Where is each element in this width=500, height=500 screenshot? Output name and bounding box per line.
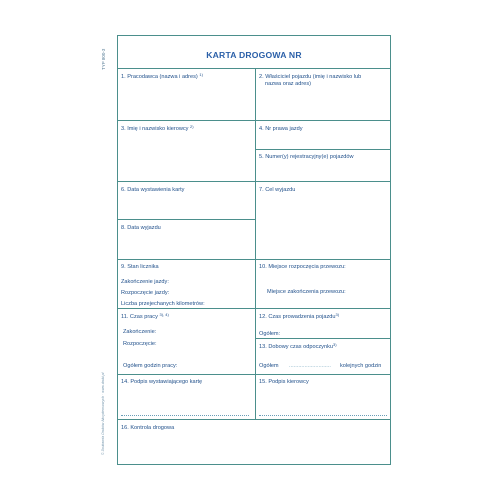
footnote-ref: 2) bbox=[190, 124, 194, 129]
odometer-end-label: Zakończenie jazdy: bbox=[121, 279, 169, 285]
printer-imprint: © Drukarnia Druków Akcydensowych · www.druki.pl bbox=[101, 372, 105, 455]
form-title: KARTA DROGOWA NR bbox=[206, 50, 302, 60]
issuer-signature-label: 14. Podpis wystawiającego kartę bbox=[121, 379, 203, 385]
work-start-label: Rozpoczęcie: bbox=[123, 341, 157, 347]
owner-label-continued: nazwa oraz adres) bbox=[265, 81, 312, 87]
road-control-label: 16. Kontrola drogowa bbox=[121, 425, 175, 431]
odometer-label: 9. Stan licznika bbox=[121, 264, 159, 270]
kilometers-label: Liczba przejechanych kilometrów: bbox=[121, 301, 205, 307]
driver-name-label: 3. Imię i nazwisko kierowcy bbox=[121, 126, 189, 132]
divider bbox=[117, 308, 391, 309]
driving-total-label: Ogółem: bbox=[259, 331, 281, 337]
employer-field[interactable] bbox=[121, 74, 203, 80]
form-code: TYP 800-3 bbox=[101, 48, 106, 70]
divider bbox=[117, 120, 391, 121]
footnote-ref: 3) bbox=[335, 312, 340, 317]
divider bbox=[117, 259, 391, 260]
odometer-start-label: Rozpoczęcie jazdy: bbox=[121, 290, 170, 296]
departure-date-label: 8. Data wyjazdu bbox=[121, 225, 161, 231]
divider bbox=[117, 219, 255, 220]
form-frame bbox=[117, 35, 391, 465]
driving-time-label: 12. Czas prowadzenia pojazdu bbox=[259, 314, 336, 320]
transport-start-place-label: 10. Miejsce rozpoczęcia przewozu: bbox=[259, 264, 346, 270]
footnote-ref: 3), 4) bbox=[159, 312, 169, 317]
divider bbox=[117, 68, 391, 69]
work-end-label: Zakończenie: bbox=[123, 329, 157, 335]
divider bbox=[117, 419, 391, 420]
road-card-form bbox=[117, 35, 391, 465]
work-time-field[interactable] bbox=[121, 314, 169, 320]
rest-hours-dotted-line[interactable]: ........................... bbox=[289, 363, 331, 369]
divider bbox=[255, 338, 391, 339]
daily-rest-field[interactable] bbox=[259, 344, 337, 350]
consecutive-hours-label: kolejnych godzin bbox=[340, 363, 382, 369]
driver-signature-label: 15. Podpis kierowcy bbox=[259, 379, 309, 385]
footnote-ref: 3) bbox=[333, 342, 337, 347]
issuer-signature-line[interactable] bbox=[121, 415, 249, 416]
divider bbox=[255, 149, 391, 150]
registration-numbers-label: 5. Numer(y) rejestracyjny(e) pojazdów bbox=[259, 154, 354, 160]
work-total-label: Ogółem godzin pracy: bbox=[123, 363, 178, 369]
driver-name-field[interactable] bbox=[121, 126, 194, 132]
license-number-label: 4. Nr prawa jazdy bbox=[259, 126, 303, 132]
footnote-ref: 1) bbox=[199, 72, 203, 77]
work-time-label: 11. Czas pracy bbox=[121, 314, 158, 320]
owner-label: 2. Właściciel pojazdu (imię i nazwisko lub bbox=[259, 74, 362, 80]
rest-total-label: Ogółem bbox=[259, 363, 279, 369]
divider bbox=[255, 68, 256, 419]
trip-purpose-label: 7. Cel wyjazdu bbox=[259, 187, 296, 193]
divider bbox=[117, 374, 391, 375]
transport-end-place-label: Miejsce zakończenia przewozu: bbox=[267, 289, 346, 295]
driver-signature-line[interactable] bbox=[259, 415, 387, 416]
divider bbox=[117, 181, 391, 182]
driving-time-field[interactable] bbox=[259, 314, 339, 320]
issue-date-label: 6. Data wystawienia karty bbox=[121, 187, 185, 193]
employer-label: 1. Pracodawca (nazwa i adres) bbox=[121, 74, 198, 80]
daily-rest-label: 13. Dobowy czas odpoczynku bbox=[259, 344, 334, 350]
